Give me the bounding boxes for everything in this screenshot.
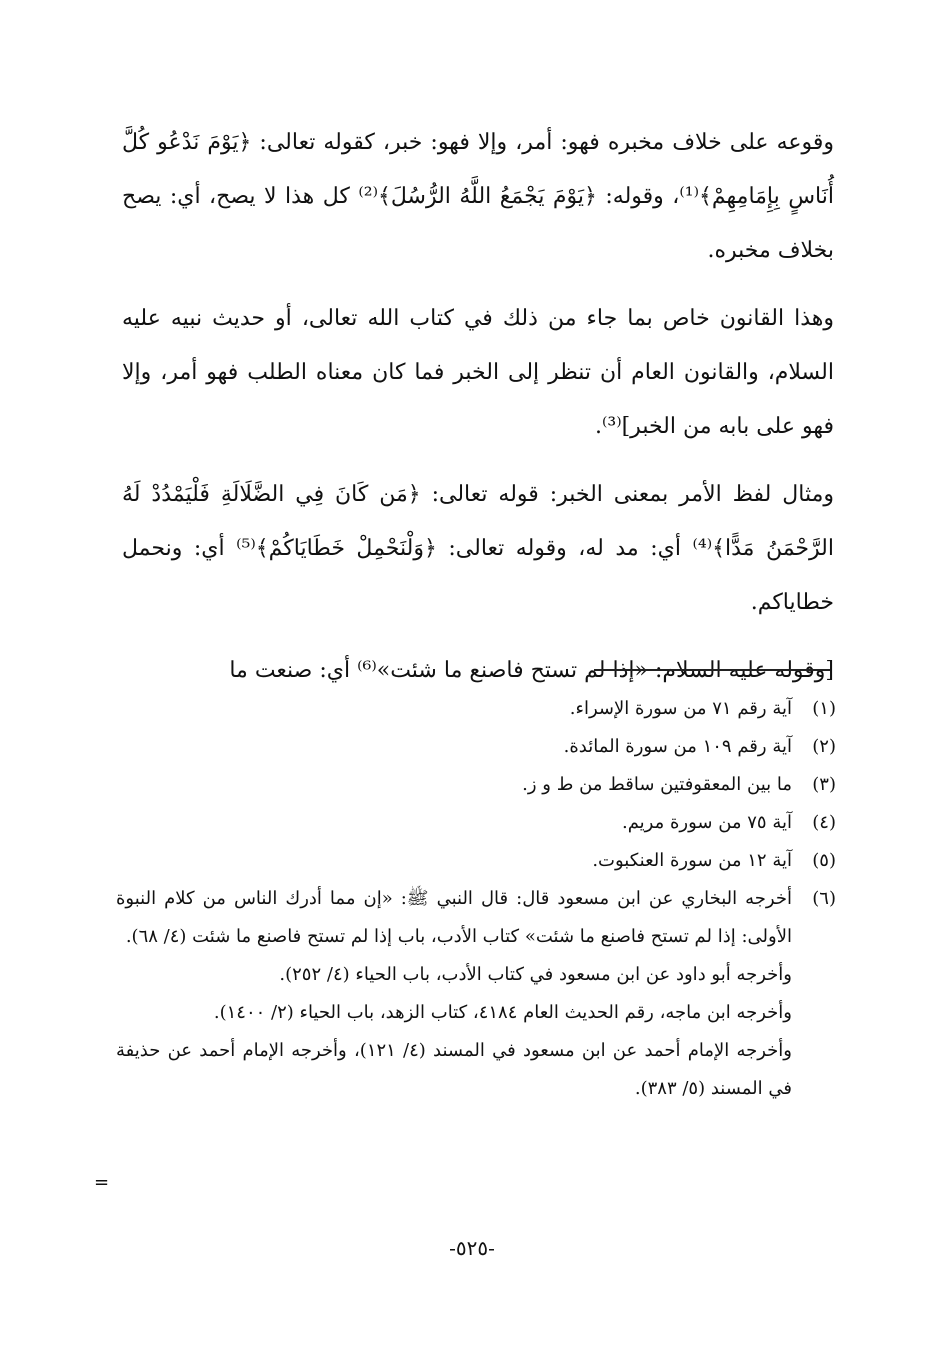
footnote-separator (594, 669, 830, 671)
footnote-item (116, 842, 836, 880)
footnote-number: (٥) (812, 850, 836, 871)
footnote-text: آية ١٢ من سورة العنكبوت. (592, 850, 792, 871)
footnote-number: (٢) (812, 736, 836, 757)
footnote-text: ما بين المعقوفتين ساقط من ط و ز. (522, 774, 792, 795)
footnote-text: آية رقم ١٠٩ من سورة المائدة. (563, 736, 792, 757)
paragraph-3: ومثال لفظ الأمر بمعنى الخبر: قوله تعالى: ﴿مَن كَانَ فِي الضَّلَالَةِ فَلْيَمْدُدْ لَهُ الرَّحْمَنُ مَدًّا﴾⁽⁴⁾ أي: مد له، وقوله تعالى: ﴿وَلْنَحْمِلْ خَطَايَاكُمْ﴾⁽⁵⁾ أي: ونحمل خطاياكم. (122, 482, 834, 615)
margin-mark: = (94, 1172, 110, 1193)
footnote-item (116, 690, 836, 728)
footnote-text: أخرجه البخاري عن ابن مسعود قال: قال النبي ﷺ: «إن مما أدرك الناس من كلام النبوة الأولى: إذا لم تستح فاصنع ما شئت» كتاب الأدب، باب إذا لم تستح فاصنع ما شئت (٤/ ٦٨). (116, 888, 792, 947)
paragraph-4: [وقوله عليه السلام: «إذا لم تستح فاصنع ما شئت»⁽⁶⁾ أي: صنعت ما (229, 658, 834, 683)
footnote-number: (٤) (812, 812, 836, 833)
footnote-continuation: وأخرجه أبو داود عن ابن مسعود في كتاب الأدب، باب الحياء (٤/ ٢٥٢). (279, 964, 792, 985)
paragraph-1: وقوعه على خلاف مخبره فهو: أمر، وإلا فهو: خبر، كقوله تعالى: ﴿يَوْمَ نَدْعُو كُلَّ أُنَاسٍ بِإِمَامِهِمْ﴾⁽¹⁾، وقوله: ﴿يَوْمَ يَجْمَعُ اللَّهُ الرُّسُلَ﴾⁽²⁾ كل هذا لا يصح، أي: يصح بخلاف مخبره. (122, 130, 835, 263)
footnote-number: (١) (812, 698, 836, 719)
footnote-continuation: وأخرجه ابن ماجه، رقم الحديث العام ٤١٨٤، كتاب الزهد، باب الحياء (٢/ ١٤٠٠). (213, 1002, 792, 1023)
footnote-continuation: وأخرجه الإمام أحمد عن ابن مسعود في المسند (٤/ ١٢١)، وأخرجه الإمام أحمد عن حذيفة في المسند (٥/ ٣٨٣). (116, 1040, 792, 1099)
footnote-text: آية ٧٥ من سورة مريم. (621, 812, 792, 833)
footnote-item (116, 728, 836, 766)
page-number: -٥٢٥- (449, 1236, 495, 1260)
footnote-item (116, 766, 836, 804)
footnote-text: آية رقم ٧١ من سورة الإسراء. (569, 698, 792, 719)
paragraph-2: وهذا القانون خاص بما جاء من ذلك في كتاب الله تعالى، أو حديث نبيه عليه السلام، والقانون العام أن تنظر إلى الخبر فما كان معناه الطلب فهو أمر، وإلا فهو على بابه من الخبر]⁽³⁾. (122, 306, 834, 439)
footnote-number: (٦) (812, 888, 836, 909)
footnotes (116, 690, 836, 1108)
footnote-number: (٣) (812, 774, 836, 795)
footnote-item (116, 804, 836, 842)
main-text (122, 116, 834, 712)
footnote-item (116, 880, 836, 956)
